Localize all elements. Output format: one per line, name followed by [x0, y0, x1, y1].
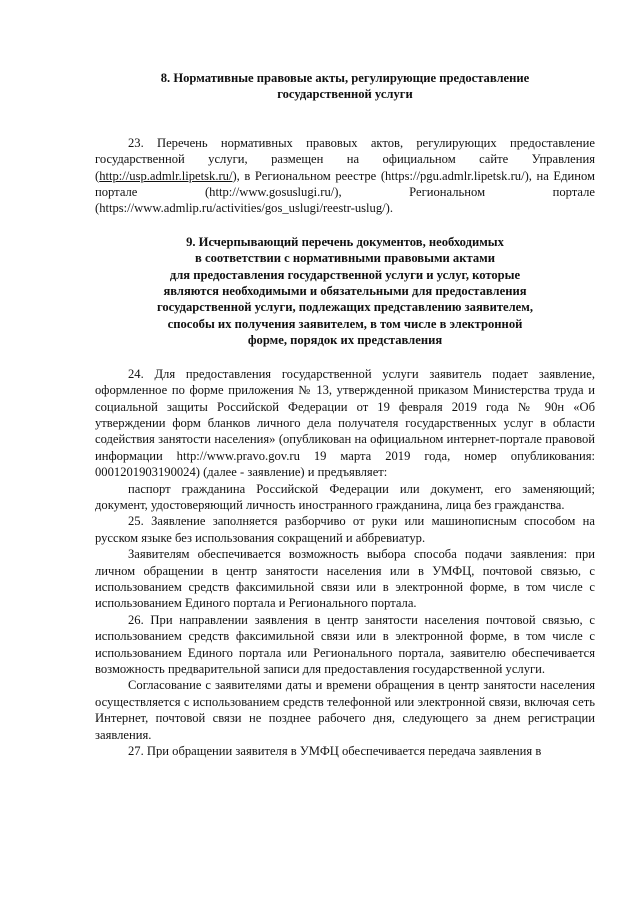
- section-9-heading: [95, 234, 595, 349]
- upravlenie-site-link[interactable]: http://usp.admlr.lipetsk.ru/: [99, 168, 233, 183]
- paragraph-date-agreement: Согласование с заявителями даты и времени обращения в центр занятости населения осуществляется с использованием средств телефонной или электронной связи, включая сеть Интернет, почтовой связи не позднее рабочего дня, следующего за днем регистрации заявления.: [95, 678, 595, 742]
- heading-line: в соответствии с нормативными правовыми актами: [195, 251, 495, 266]
- paragraph-24: 24. Для предоставления государственной услуги заявитель подает заявление, оформленное по форме приложения № 13, утвержденной приказом Министерства труда и социальной защиты Российской Федерации от 19 февраля 2019 года № 90н «Об утверждении форм бланков личного дела получателя государственных услуг в области содействия занятости населения» (опубликован на официальном интернет-портале правовой информации http://www.pravo.gov.ru 19 марта 2019 года, номер опубликования: 0001201903190024) (далее - заявление) и предъявляет:: [95, 366, 595, 480]
- heading-line: 8. Нормативные правовые акты, регулирующие предоставление: [160, 71, 530, 85]
- heading-line: для предоставления государственной услуги и услуг, которые: [169, 267, 521, 282]
- paragraph-23: [95, 135, 595, 217]
- heading-line: государственной услуги: [277, 87, 413, 102]
- paragraph-23-text-start: 23. Перечень нормативных правовых актов, регулирующих предоставление государственной услуги, размещен на официальном сайте Управления (: [95, 135, 595, 183]
- heading-line: 9. Исчерпывающий перечень документов, необходимых: [186, 234, 504, 249]
- heading-line: способы их получения заявителем, в том числе в электронной: [167, 316, 523, 331]
- paragraph-submission-methods: Заявителям обеспечивается возможность выбора способа подачи заявления: при личном обращении в центр занятости населения или в УМФЦ, почтовой связью, с использованием средств факсимильной связи или в электронной форме, в том числе с использованием Единого портала и Регионального портала.: [95, 547, 595, 611]
- heading-line: государственной услуги, подлежащих представлению заявителем,: [156, 300, 534, 315]
- heading-line: форме, порядок их представления: [247, 333, 443, 348]
- paragraph-26: 26. При направлении заявления в центр занятости населения почтовой связью, с использованием средств факсимильной связи или в электронной форме, в том числе с использованием Единого портала или Регионального портала, заявителю обеспечивается возможность предварительной записи для предоставления государственной услуги.: [95, 612, 595, 676]
- paragraph-passport: паспорт гражданина Российской Федерации или документ, его заменяющий; документ, удостоверяющий личность иностранного гражданина, лица без гражданства.: [95, 481, 595, 512]
- paragraph-27: 27. При обращении заявителя в УМФЦ обеспечивается передача заявления в: [128, 744, 542, 759]
- paragraph-23-text-end: ), в Региональном реестре (https://pgu.admlr.lipetsk.ru/), на Едином портале (http://www.gosuslugi.ru/), Региональном портале (https://www.admlip.ru/activities/gos_uslugi/reestr-uslug/).: [95, 168, 595, 216]
- heading-line: являются необходимыми и обязательными для предоставления: [163, 284, 527, 299]
- section-8-heading: [95, 70, 595, 103]
- paragraph-25: 25. Заявление заполняется разборчиво от руки или машинописным способом на русском языке без использования сокращений и аббревиатур.: [95, 514, 595, 545]
